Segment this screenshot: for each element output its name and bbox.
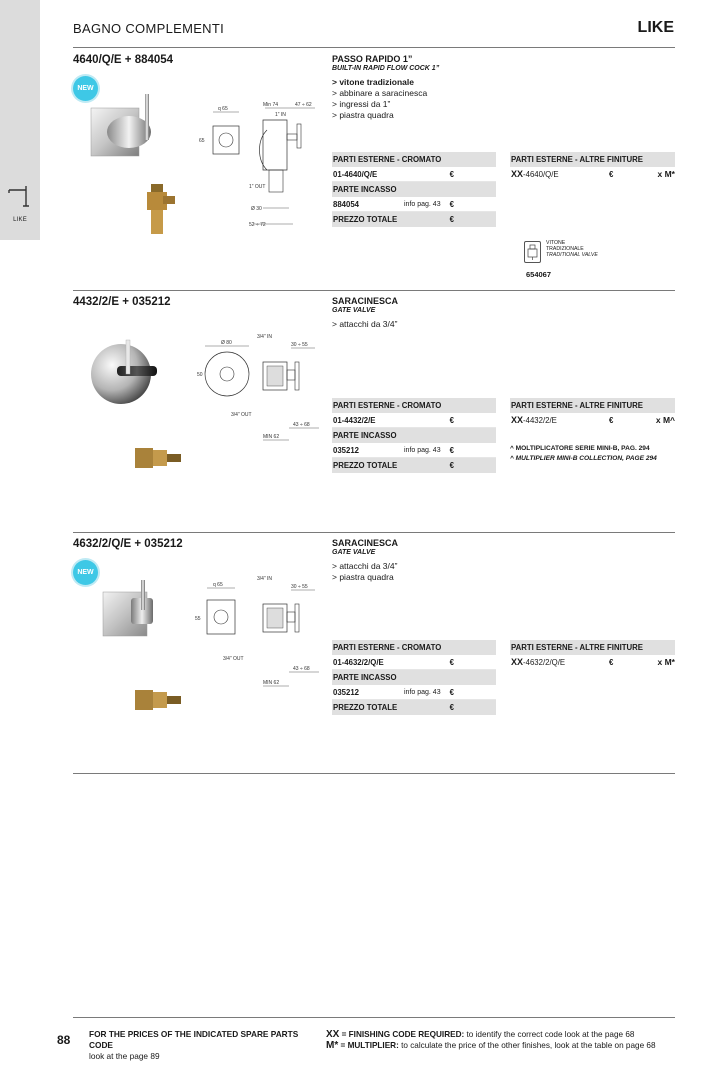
- finishes-table: [510, 152, 675, 182]
- chrome-code: 01-4640/Q/E: [333, 170, 378, 179]
- chrome-row: [332, 167, 496, 182]
- chrome-row: [332, 413, 496, 428]
- product-code: 4640/Q/E + 884054: [73, 54, 174, 66]
- chrome-code: 01-4632/2/Q/E: [333, 658, 384, 667]
- product-description: [332, 538, 492, 583]
- svg-text:55: 55: [195, 616, 201, 622]
- new-badge: NEW: [73, 560, 98, 585]
- footer-spare-parts-note: [89, 1029, 319, 1062]
- valve-body-photo: [133, 184, 183, 234]
- table-header: PARTI ESTERNE - CROMATO: [332, 398, 496, 413]
- side-tab[interactable]: [0, 0, 40, 240]
- euro-sign: €: [449, 215, 454, 224]
- product-description: [332, 296, 492, 330]
- product-code: 4632/2/Q/E + 035212: [73, 538, 183, 550]
- product-name: PASSO RAPIDO 1”: [332, 54, 413, 64]
- finishes-header: PARTI ESTERNE - ALTRE FINITURE: [510, 398, 675, 413]
- m-text: to calculate the price of the other finishes, look at the table on page 68: [398, 1041, 656, 1050]
- price-table: [332, 640, 496, 715]
- euro-sign: €: [609, 658, 614, 667]
- m-key: M*: [326, 1040, 339, 1051]
- product-code: 4432/2/E + 035212: [73, 296, 171, 308]
- info-page-link[interactable]: info pag. 43: [404, 689, 441, 696]
- product-section-3: [73, 538, 675, 778]
- incasso-header: PARTE INCASSO: [332, 182, 496, 197]
- product-name: SARACINESCA: [332, 296, 399, 306]
- svg-text:Ø 30: Ø 30: [251, 206, 262, 212]
- section-divider: [73, 532, 675, 533]
- feature-item: > attacchi da 3/4”: [332, 561, 398, 571]
- footer-legend: [326, 1029, 686, 1051]
- incasso-header: PARTE INCASSO: [332, 428, 496, 443]
- svg-text:Min 74: Min 74: [263, 102, 279, 108]
- incasso-row: [332, 685, 496, 700]
- euro-sign: €: [609, 170, 614, 179]
- price-table: [332, 152, 496, 227]
- total-row: [332, 700, 496, 715]
- product-photo: [87, 336, 157, 406]
- multiplier: x M*: [657, 657, 675, 667]
- vitone-label-line: VITONE: [546, 240, 566, 246]
- finishes-header: PARTI ESTERNE - ALTRE FINITURE: [510, 640, 675, 655]
- page-number: 88: [57, 1033, 71, 1047]
- table-header: PARTI ESTERNE - CROMATO: [332, 640, 496, 655]
- incasso-code: 884054: [333, 200, 360, 209]
- product-section-2: [73, 296, 675, 536]
- product-photo: [101, 580, 171, 650]
- svg-text:1” OUT: 1” OUT: [249, 184, 266, 190]
- feature-item: > piastra quadra: [332, 572, 394, 582]
- incasso-header: PARTE INCASSO: [332, 670, 496, 685]
- euro-sign: €: [449, 170, 454, 179]
- finishes-header: PARTI ESTERNE - ALTRE FINITURE: [510, 152, 675, 167]
- svg-text:43 ÷ 68: 43 ÷ 68: [293, 422, 310, 428]
- euro-sign: €: [449, 200, 454, 209]
- technical-drawing: [193, 574, 333, 714]
- euro-sign: €: [449, 461, 454, 470]
- svg-text:3/4” OUT: 3/4” OUT: [231, 412, 252, 418]
- feature-item: > piastra quadra: [332, 110, 394, 120]
- euro-sign: €: [449, 416, 454, 425]
- page-title: BAGNO COMPLEMENTI: [73, 21, 225, 36]
- total-label: PREZZO TOTALE: [333, 461, 398, 470]
- incasso-code: 035212: [333, 688, 360, 697]
- svg-text:q 65: q 65: [218, 106, 228, 112]
- chrome-row: [332, 655, 496, 670]
- valve-body-photo: [133, 434, 183, 484]
- brand-name: LIKE: [637, 19, 674, 36]
- svg-text:43 ÷ 68: 43 ÷ 68: [293, 666, 310, 672]
- info-page-link[interactable]: info pag. 43: [404, 201, 441, 208]
- product-name-en: BUILT-IN RAPID FLOW COCK 1”: [332, 65, 440, 72]
- faucet-icon: [6, 180, 36, 210]
- finish-code: -4640/Q/E: [523, 170, 559, 179]
- new-badge: NEW: [73, 76, 98, 101]
- svg-text:47 ÷ 62: 47 ÷ 62: [295, 102, 312, 108]
- technical-drawing: [193, 90, 333, 230]
- feature-item: > vitone tradizionale: [332, 77, 414, 87]
- svg-text:MIN 62: MIN 62: [263, 434, 280, 440]
- section-divider: [73, 773, 675, 774]
- total-label: PREZZO TOTALE: [333, 215, 398, 224]
- note-en: ^ MULTIPLIER MINI-B COLLECTION, PAGE 294: [510, 455, 657, 462]
- svg-text:3/4” OUT: 3/4” OUT: [223, 656, 244, 662]
- finish-code: -4432/2/E: [523, 416, 557, 425]
- multiplier: x M*: [657, 169, 675, 179]
- vitone-label: [546, 240, 598, 259]
- feature-item: > attacchi da 3/4”: [332, 319, 398, 329]
- footer-divider: [73, 1017, 675, 1018]
- svg-text:30 ÷ 55: 30 ÷ 55: [291, 584, 308, 590]
- euro-sign: €: [449, 658, 454, 667]
- svg-text:1” IN: 1” IN: [275, 112, 286, 118]
- header-divider: [73, 47, 675, 48]
- svg-text:30 ÷ 55: 30 ÷ 55: [291, 342, 308, 348]
- note-it: ^ MOLTIPLICATORE SERIE MINI-B, PAG. 294: [510, 445, 650, 452]
- vitone-label-line: TRADIZIONALE: [546, 246, 584, 253]
- technical-drawing: [193, 332, 333, 472]
- multiplier-note: [510, 444, 680, 464]
- finishes-table: [510, 640, 675, 670]
- side-tab-label: LIKE: [13, 217, 27, 223]
- info-page-link[interactable]: info pag. 43: [404, 447, 441, 454]
- total-row: [332, 458, 496, 473]
- valve-body-photo: [133, 676, 183, 726]
- feature-item: > abbinare a saracinesca: [332, 88, 428, 98]
- euro-sign: €: [609, 416, 614, 425]
- section-divider: [73, 290, 675, 291]
- m-bold: = MULTIPLIER:: [338, 1041, 399, 1050]
- svg-text:65: 65: [199, 138, 205, 144]
- vitone-spare-part: [524, 240, 614, 280]
- chrome-code: 01-4432/2/E: [333, 416, 376, 425]
- finish-code-prefix: XX: [511, 169, 524, 179]
- euro-sign: €: [449, 688, 454, 697]
- svg-text:Ø 80: Ø 80: [221, 340, 232, 346]
- total-row: [332, 212, 496, 227]
- svg-text:MIN 62: MIN 62: [263, 680, 280, 686]
- total-label: PREZZO TOTALE: [333, 703, 398, 712]
- incasso-row: [332, 443, 496, 458]
- vitone-code: 654067: [526, 270, 552, 279]
- finishes-row: [510, 167, 675, 182]
- product-name: SARACINESCA: [332, 538, 399, 548]
- finishes-row: [510, 655, 675, 670]
- vitone-label-line: TRADITIONAL VALVE: [546, 252, 598, 259]
- product-name-en: GATE VALVE: [332, 307, 376, 314]
- price-table: [332, 398, 496, 473]
- euro-sign: €: [449, 703, 454, 712]
- product-photo: [87, 94, 157, 164]
- xx-bold: = FINISHING CODE REQUIRED:: [339, 1030, 465, 1039]
- footer-left-text: look at the page 89: [89, 1051, 160, 1061]
- svg-text:52 ÷ 72: 52 ÷ 72: [249, 222, 266, 228]
- svg-text:50: 50: [197, 372, 203, 378]
- multiplier: x M^: [655, 415, 675, 425]
- finishes-row: [510, 413, 675, 428]
- footer-left-bold: FOR THE PRICES OF THE INDICATED SPARE PARTS CODE: [89, 1029, 299, 1050]
- finish-code-prefix: XX: [511, 415, 524, 425]
- product-name-en: GATE VALVE: [332, 549, 376, 556]
- svg-text:3/4” IN: 3/4” IN: [257, 334, 273, 340]
- svg-text:3/4” IN: 3/4” IN: [257, 576, 273, 582]
- euro-sign: €: [449, 446, 454, 455]
- product-description: [332, 54, 492, 121]
- feature-item: > ingressi da 1”: [332, 99, 391, 109]
- valve-icon: [524, 241, 541, 263]
- finishes-table: [510, 398, 675, 428]
- finish-code-prefix: XX: [511, 657, 524, 667]
- svg-text:q 65: q 65: [213, 582, 223, 588]
- table-header: PARTI ESTERNE - CROMATO: [332, 152, 496, 167]
- incasso-row: [332, 197, 496, 212]
- finish-code: -4632/2/Q/E: [523, 658, 566, 667]
- xx-key: XX: [326, 1029, 340, 1040]
- xx-text: to identify the correct code look at the page 68: [464, 1030, 635, 1039]
- incasso-code: 035212: [333, 446, 360, 455]
